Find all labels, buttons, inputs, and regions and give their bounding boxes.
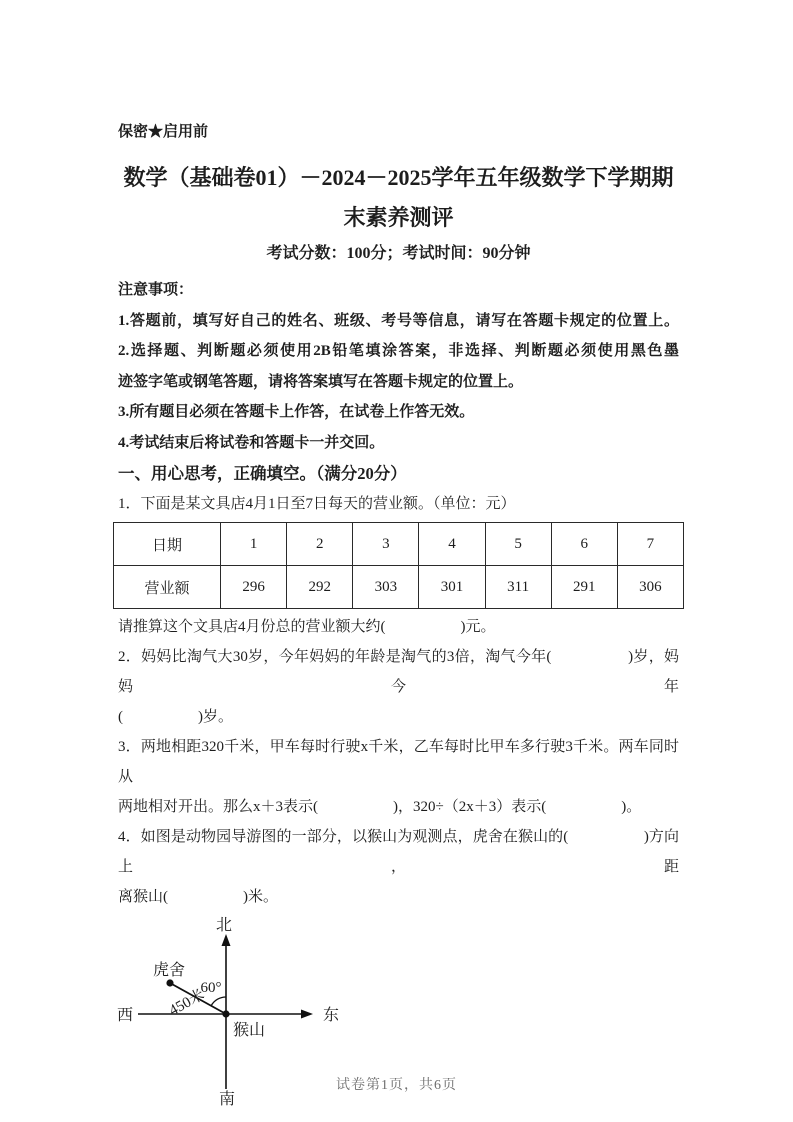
east-label: 东 bbox=[322, 1007, 340, 1024]
question-4-line1: 4．如图是动物园导游图的一部分，以猴山为观测点，虎舍在猴山的( )方向上，距 bbox=[118, 829, 679, 875]
question-1-text: 1．下面是某文具店4月1日至7日每天的营业额。（单位：元） bbox=[118, 496, 516, 512]
question-3-line2: 两地相对开出。那么x＋3表示( )，320÷（2x＋3）表示( )。 bbox=[118, 799, 642, 815]
question-2-line1: 2．妈妈比淘气大30岁，今年妈妈的年龄是淘气的3倍，淘气今年( )岁，妈妈今年 bbox=[118, 649, 679, 695]
table-cell-date-6: 6 bbox=[551, 523, 617, 566]
monkey-hill-point bbox=[222, 1010, 229, 1017]
note-item-4: 4.考试结束后将试卷和答题卡一并交回。 bbox=[118, 434, 385, 451]
note-item-3: 3.所有题目必须在答题卡上作答，在试卷上作答无效。 bbox=[118, 404, 475, 420]
note-item-1: 1.答题前，填写好自己的姓名、班级、考号等信息，请写在答题卡规定的位置上。 bbox=[118, 312, 679, 329]
distance-label: 450米 bbox=[166, 986, 208, 1020]
table-cell-date-7: 7 bbox=[617, 523, 683, 566]
tiger-house-label: 虎舍 bbox=[152, 962, 186, 979]
table-cell-date-2: 2 bbox=[287, 523, 353, 566]
sales-table bbox=[113, 522, 684, 609]
north-arrow-icon bbox=[222, 934, 231, 946]
exam-info: 考试分数：100分；考试时间：90分钟 bbox=[266, 245, 531, 262]
confidential-notice: 保密★启用前 bbox=[118, 124, 209, 140]
exam-title-line1: 数学（基础卷01）－2024－2025学年五年级数学下学期期 bbox=[123, 165, 674, 190]
table-cell-revenue-3: 303 bbox=[353, 566, 419, 609]
angle-value-label: 60° bbox=[200, 980, 222, 996]
table-cell-date-5: 5 bbox=[485, 523, 551, 566]
question-3-line1: 3．两地相距320千米，甲车每时行驶x千米，乙车每时比甲车多行驶3千米。两车同时从 bbox=[118, 739, 679, 785]
table-cell-revenue-7: 306 bbox=[617, 566, 683, 609]
north-label: 北 bbox=[215, 917, 233, 934]
east-arrow-icon bbox=[301, 1010, 313, 1019]
exam-title bbox=[118, 158, 679, 238]
table-cell-revenue-1: 296 bbox=[221, 566, 287, 609]
exam-title-line2: 末素养测评 bbox=[343, 205, 454, 230]
note-item-2-continued: 迹签字笔或钢笔答题，请将答案填写在答题卡规定的位置上。 bbox=[118, 373, 524, 390]
angle-arc bbox=[211, 997, 226, 1006]
table-cell-date-1: 1 bbox=[221, 523, 287, 566]
table-header-date: 日期 bbox=[114, 523, 221, 566]
table-header-revenue: 营业额 bbox=[114, 566, 221, 609]
table-cell-date-3: 3 bbox=[353, 523, 419, 566]
section1-heading: 一、用心思考，正确填空。（满分20分） bbox=[118, 464, 407, 483]
west-label: 西 bbox=[116, 1007, 134, 1024]
table-cell-date-4: 4 bbox=[419, 523, 485, 566]
table-cell-revenue-2: 292 bbox=[287, 566, 353, 609]
tiger-house-point bbox=[166, 979, 173, 986]
table-cell-revenue-6: 291 bbox=[551, 566, 617, 609]
table-row-revenue bbox=[114, 566, 684, 609]
note-item-2: 2.选择题、判断题必须使用2B铅笔填涂答案，非选择、判断题必须使用黑色墨 bbox=[118, 343, 679, 359]
monkey-hill-label: 猴山 bbox=[233, 1022, 266, 1039]
page-footer: 试卷第1页，共6页 bbox=[336, 1078, 457, 1093]
question-1-followup: 请推算这个文具店4月份总的营业额大约( )元。 bbox=[118, 619, 496, 635]
south-label: 南 bbox=[218, 1091, 236, 1108]
table-cell-revenue-5: 311 bbox=[485, 566, 551, 609]
notes-heading: 注意事项： bbox=[118, 282, 194, 298]
question-4-line2: 离猴山( )米。 bbox=[118, 889, 278, 905]
table-cell-revenue-4: 301 bbox=[419, 566, 485, 609]
table-row-dates bbox=[114, 523, 684, 566]
question-2-line2: ( )岁。 bbox=[118, 709, 233, 725]
notes-section bbox=[118, 275, 679, 458]
